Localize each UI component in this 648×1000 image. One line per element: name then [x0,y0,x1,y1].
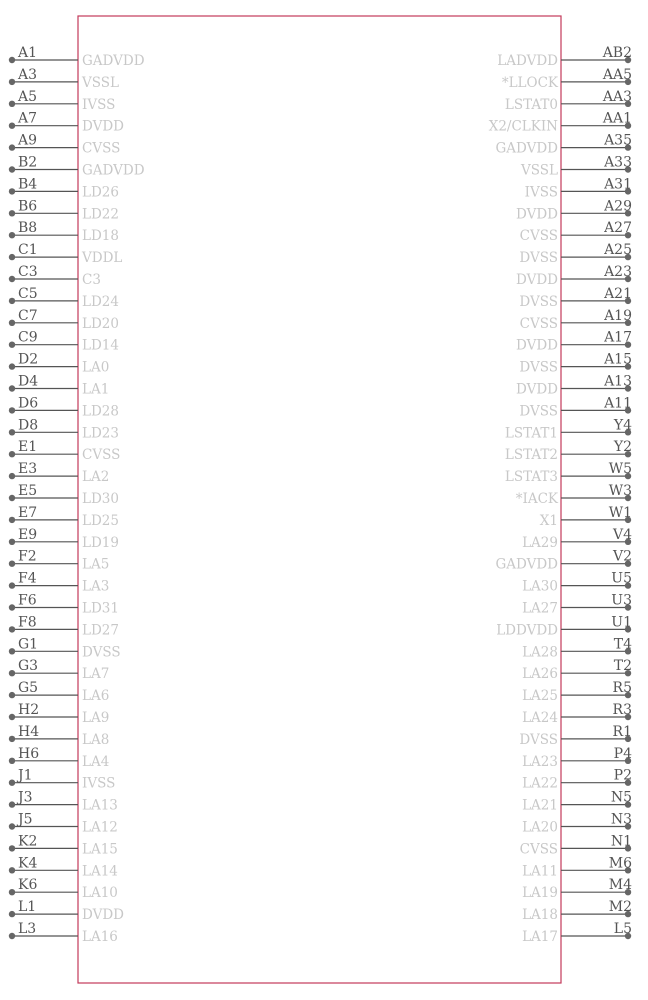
pin-number: C3 [18,264,38,280]
pin-right [516,374,632,398]
pin-name: DVDD [516,381,558,398]
pin-number: G3 [18,658,39,675]
pin-name: GADVDD [495,140,558,157]
pin-number: A25 [604,242,632,259]
pin-number: AA3 [602,88,632,105]
pin-number: J3 [18,789,33,806]
pin-name: LA11 [522,863,558,880]
pin-right [522,680,632,704]
pin-name: LSTAT1 [504,425,558,442]
pin-name: LADVDD [497,53,558,69]
pin-right [522,921,632,945]
pin-endpoint [9,298,15,304]
pin-endpoint [9,385,15,391]
pin-name: LA18 [522,907,558,924]
pin-number: B8 [18,220,38,237]
pin-number: V4 [612,526,632,543]
pin-number: AB2 [602,45,632,61]
pin-name: LA9 [82,710,110,726]
pin-number: N3 [610,811,632,828]
pin-left [9,680,110,704]
pin-endpoint [9,845,15,851]
pin-number: K6 [18,877,38,894]
pin-name: VSSL [82,74,119,91]
pin-left [9,286,119,310]
pin-number: K4 [18,855,38,872]
pin-right [522,768,632,792]
pin-number: E3 [18,461,38,478]
pin-number: A15 [604,351,632,368]
pin-right [520,833,632,857]
pin-endpoint [9,604,15,610]
pin-number: C1 [18,242,38,259]
pin-number: A17 [604,329,632,346]
pin-left [9,352,110,376]
pin-left [9,746,110,770]
pin-name: LD24 [82,293,119,310]
pin-left [9,417,119,441]
pin-name: LD23 [82,425,119,442]
pin-number: W3 [608,483,632,499]
pin-name: LA27 [522,600,558,617]
pin-right [522,812,632,836]
pin-number: R5 [612,680,632,697]
pin-number: E9 [18,526,38,543]
pin-number: D6 [18,395,39,412]
pin-number: E1 [18,439,38,456]
pin-right [519,352,632,376]
pin-name: LD19 [82,534,119,551]
pin-name: LA12 [82,819,118,836]
pin-right [519,242,632,266]
pin-right [519,286,632,310]
pin-name: LA21 [522,797,558,814]
pin-endpoint [9,736,15,742]
pin-number: U1 [611,614,632,631]
pin-number: F6 [18,592,37,609]
pin-name: IVSS [524,184,558,201]
pin-number: AA1 [602,110,632,127]
pin-endpoint [9,79,15,85]
pin-endpoint [9,539,15,545]
pin-endpoint [9,867,15,873]
pin-number: C7 [18,307,38,324]
pin-left [9,439,121,463]
pin-name: DVSS [82,644,121,661]
pin-number: U5 [611,570,632,587]
pin-left [9,45,145,69]
pin-name: LA26 [522,666,558,683]
pin-name: DVSS [519,731,558,748]
pin-endpoint [9,429,15,435]
pin-right [522,702,632,726]
pin-endpoint [9,801,15,807]
pin-left [9,593,119,617]
pin-name: DVDD [516,206,558,223]
pin-right [516,483,632,507]
pin-number: F4 [18,570,37,587]
pin-endpoint [9,517,15,523]
pin-endpoint [9,123,15,129]
pin-right [522,746,632,770]
pin-name: DVDD [82,907,124,924]
pin-number: Y4 [613,417,632,434]
pin-endpoint [9,780,15,786]
pin-number: N5 [610,789,632,806]
pin-endpoint [9,473,15,479]
left-pin-group [9,45,145,945]
pin-right [522,790,632,814]
pin-name: DVSS [519,250,558,267]
pin-name: LD27 [82,622,119,639]
pin-name: LA3 [82,578,110,595]
pin-number: A13 [604,373,632,390]
pin-left [9,374,110,398]
pin-number: E7 [18,504,38,521]
pin-number: P2 [613,767,632,784]
pin-number: A1 [18,45,38,61]
pin-endpoint [9,911,15,917]
pin-left [9,812,118,836]
pin-right [519,724,632,748]
pin-right [516,264,632,288]
pin-name: LD26 [82,184,119,201]
pin-number: F8 [18,614,37,631]
pin-number: A27 [604,220,632,237]
pin-number: A3 [18,66,38,83]
pin-endpoint [9,451,15,457]
pin-name: GADVDD [495,556,558,573]
pin-endpoint [9,823,15,829]
pin-right [516,330,632,354]
pin-left [9,921,118,945]
pin-right [520,308,632,332]
pin-left [9,724,110,748]
pin-right [505,461,632,485]
pin-number: M6 [608,855,632,872]
pin-left [9,308,119,332]
pin-name: DVSS [519,403,558,420]
pin-number: V2 [612,548,632,565]
pin-name: LA29 [522,534,558,551]
pin-number: H6 [18,745,40,762]
pin-left [9,855,118,879]
pin-right [505,417,632,441]
pin-name: LD14 [82,337,119,354]
pin-name: IVSS [82,96,116,113]
pin-number: A9 [18,132,38,149]
pin-number: M2 [608,899,632,916]
pin-left [9,614,119,638]
pin-endpoint [9,561,15,567]
pin-name: X2/CLKIN [488,118,558,135]
pin-number: U3 [611,592,632,609]
pin-endpoint [9,232,15,238]
pin-name: DVSS [519,359,558,376]
ic-body-outline [78,16,561,983]
pin-left [9,89,116,113]
pin-right [522,571,632,595]
pin-name: CVSS [82,447,121,464]
pin-name: LA19 [522,885,558,902]
pin-name: LA13 [82,797,118,814]
pin-name: LA22 [522,775,558,792]
pin-left [9,702,110,726]
pin-number: D2 [18,351,39,368]
pin-left [9,461,110,485]
pin-name: LA28 [522,644,558,661]
pin-left [9,220,119,244]
pin-right [495,549,632,573]
pin-left [9,636,121,660]
pin-right [497,45,632,69]
pin-number: T4 [613,636,632,653]
pin-number: B6 [18,198,38,215]
pin-number: N1 [610,833,632,850]
pin-left [9,483,119,507]
pin-name: CVSS [82,140,121,157]
pin-number: R1 [612,723,632,740]
pin-number: K2 [18,833,38,850]
pin-number: L5 [613,921,632,937]
pin-number: G5 [18,680,39,697]
pin-number: A29 [604,198,632,215]
pin-name: VSSL [521,162,558,179]
pin-endpoint [9,495,15,501]
pin-endpoint [9,407,15,413]
pin-number: M4 [608,877,632,894]
pin-number: L1 [18,899,37,916]
pin-name: LA14 [82,863,118,880]
pin-number: A19 [604,307,632,324]
pin-right [495,133,632,157]
pin-name: LD25 [82,512,119,529]
pin-right [525,176,632,200]
pin-name: LA6 [82,688,110,705]
pin-left [9,505,119,529]
pin-endpoint [9,714,15,720]
pin-number: F2 [18,548,37,565]
pin-right [522,658,632,682]
pin-name: LD20 [82,315,119,332]
pin-name: DVDD [82,118,124,135]
pin-left [9,176,119,200]
pin-number: A21 [604,285,632,302]
pin-right [522,855,632,879]
pin-name: LA7 [82,666,110,683]
pin-number: Y2 [613,439,632,456]
pin-left [9,111,124,135]
pin-endpoint [9,188,15,194]
pin-name: LA20 [522,819,558,836]
pin-name: VDDL [82,250,123,267]
pin-left [9,395,119,419]
pin-endpoint [9,144,15,150]
pin-name: *IACK [515,491,558,507]
pin-right [520,155,632,179]
pin-right [502,67,632,91]
pin-right [489,111,632,135]
pin-name: DVDD [516,272,558,288]
pin-name: LA24 [522,710,558,726]
pin-right [496,614,632,638]
pin-endpoint [9,320,15,326]
pin-endpoint [9,692,15,698]
pin-right [522,899,632,923]
pin-name: CVSS [519,315,558,332]
pin-name: DVDD [516,337,558,354]
pin-name: LSTAT3 [504,469,558,486]
pin-name: LA16 [82,929,118,945]
pin-name: LA17 [522,929,558,945]
pin-endpoint [9,57,15,63]
pin-name: IVSS [82,775,116,792]
pin-number: A11 [604,395,632,412]
pin-name: X1 [539,512,558,529]
pin-name: LD31 [82,600,119,617]
pin-left [9,549,110,573]
pin-number: D4 [18,373,39,390]
pin-number: R3 [612,702,632,718]
pin-name: *LLOCK [501,74,558,91]
pin-name: C3 [82,272,101,288]
pin-number: AA5 [602,66,632,83]
pin-right [522,877,632,901]
pin-endpoint [9,363,15,369]
pin-number: B4 [18,176,38,193]
pin-name: LA30 [522,578,558,595]
pin-name: CVSS [519,841,558,858]
pin-right [505,89,632,113]
pin-name: LSTAT0 [504,96,558,113]
pin-number: A33 [604,154,632,171]
pin-number: A31 [604,176,632,193]
pin-number: E5 [18,483,38,499]
pin-name: GADVDD [82,162,145,179]
pin-name: LA2 [82,469,110,486]
pin-name: LA8 [82,731,110,748]
pin-left [9,571,110,595]
pin-number: A35 [604,132,632,149]
pin-left [9,527,119,551]
pin-number: W1 [608,504,632,521]
pin-left [9,833,118,857]
pin-left [9,899,124,923]
pin-number: J1 [18,767,33,784]
pin-endpoint [9,101,15,107]
pin-endpoint [9,889,15,895]
pin-number: A5 [18,88,38,105]
pin-number: C5 [18,285,38,302]
pin-number: P4 [613,745,632,762]
pin-name: LDDVDD [496,622,558,639]
pin-name: LSTAT2 [504,447,558,464]
pin-left [9,155,145,179]
pin-left [9,790,118,814]
pin-endpoint [9,582,15,588]
pin-left [9,133,121,157]
pin-number: G1 [18,636,39,653]
pin-name: LD18 [82,228,119,245]
pin-name: LA1 [82,381,110,398]
pin-number: A7 [18,110,38,127]
pin-endpoint [9,758,15,764]
pin-left [9,242,123,266]
pin-right [522,636,632,660]
pin-number: L3 [18,921,37,937]
pin-name: LA4 [82,753,110,770]
pin-endpoint [9,254,15,260]
pin-name: GADVDD [82,53,145,69]
pin-name: CVSS [519,228,558,245]
pin-left [9,264,101,288]
pin-endpoint [9,670,15,676]
pin-endpoint [9,210,15,216]
pin-right [516,198,632,222]
pin-right [522,527,632,551]
pin-name: LD22 [82,206,119,223]
pin-left [9,67,119,91]
pin-right [519,395,632,419]
pin-number: J5 [18,811,33,828]
pin-name: LD28 [82,403,119,420]
pin-endpoint [9,166,15,172]
pin-name: DVSS [519,293,558,310]
pin-name: LA15 [82,841,118,858]
pin-name: LD30 [82,491,119,507]
pin-number: D8 [18,417,39,434]
pin-right [540,505,632,529]
pin-left [9,198,119,222]
pin-endpoint [9,626,15,632]
pin-number: B2 [18,154,38,171]
pin-endpoint [9,342,15,348]
pin-right [520,220,632,244]
pin-number: W5 [608,461,632,478]
pin-number: C9 [18,329,38,346]
pin-name: LA25 [522,688,558,705]
pin-left [9,768,116,792]
pin-name: LA5 [82,556,110,573]
pin-name: LA23 [522,753,558,770]
pin-number: A23 [604,264,632,280]
pin-left [9,658,110,682]
pin-left [9,877,118,901]
pin-right [522,593,632,617]
pin-number: T2 [613,658,632,675]
pin-endpoint [9,648,15,654]
pin-number: H4 [18,723,40,740]
pin-name: LA10 [82,885,118,902]
pin-endpoint [9,276,15,282]
pin-right [505,439,632,463]
pin-left [9,330,119,354]
pin-name: LA0 [82,359,110,376]
pin-endpoint [9,933,15,939]
pin-number: H2 [18,702,40,718]
